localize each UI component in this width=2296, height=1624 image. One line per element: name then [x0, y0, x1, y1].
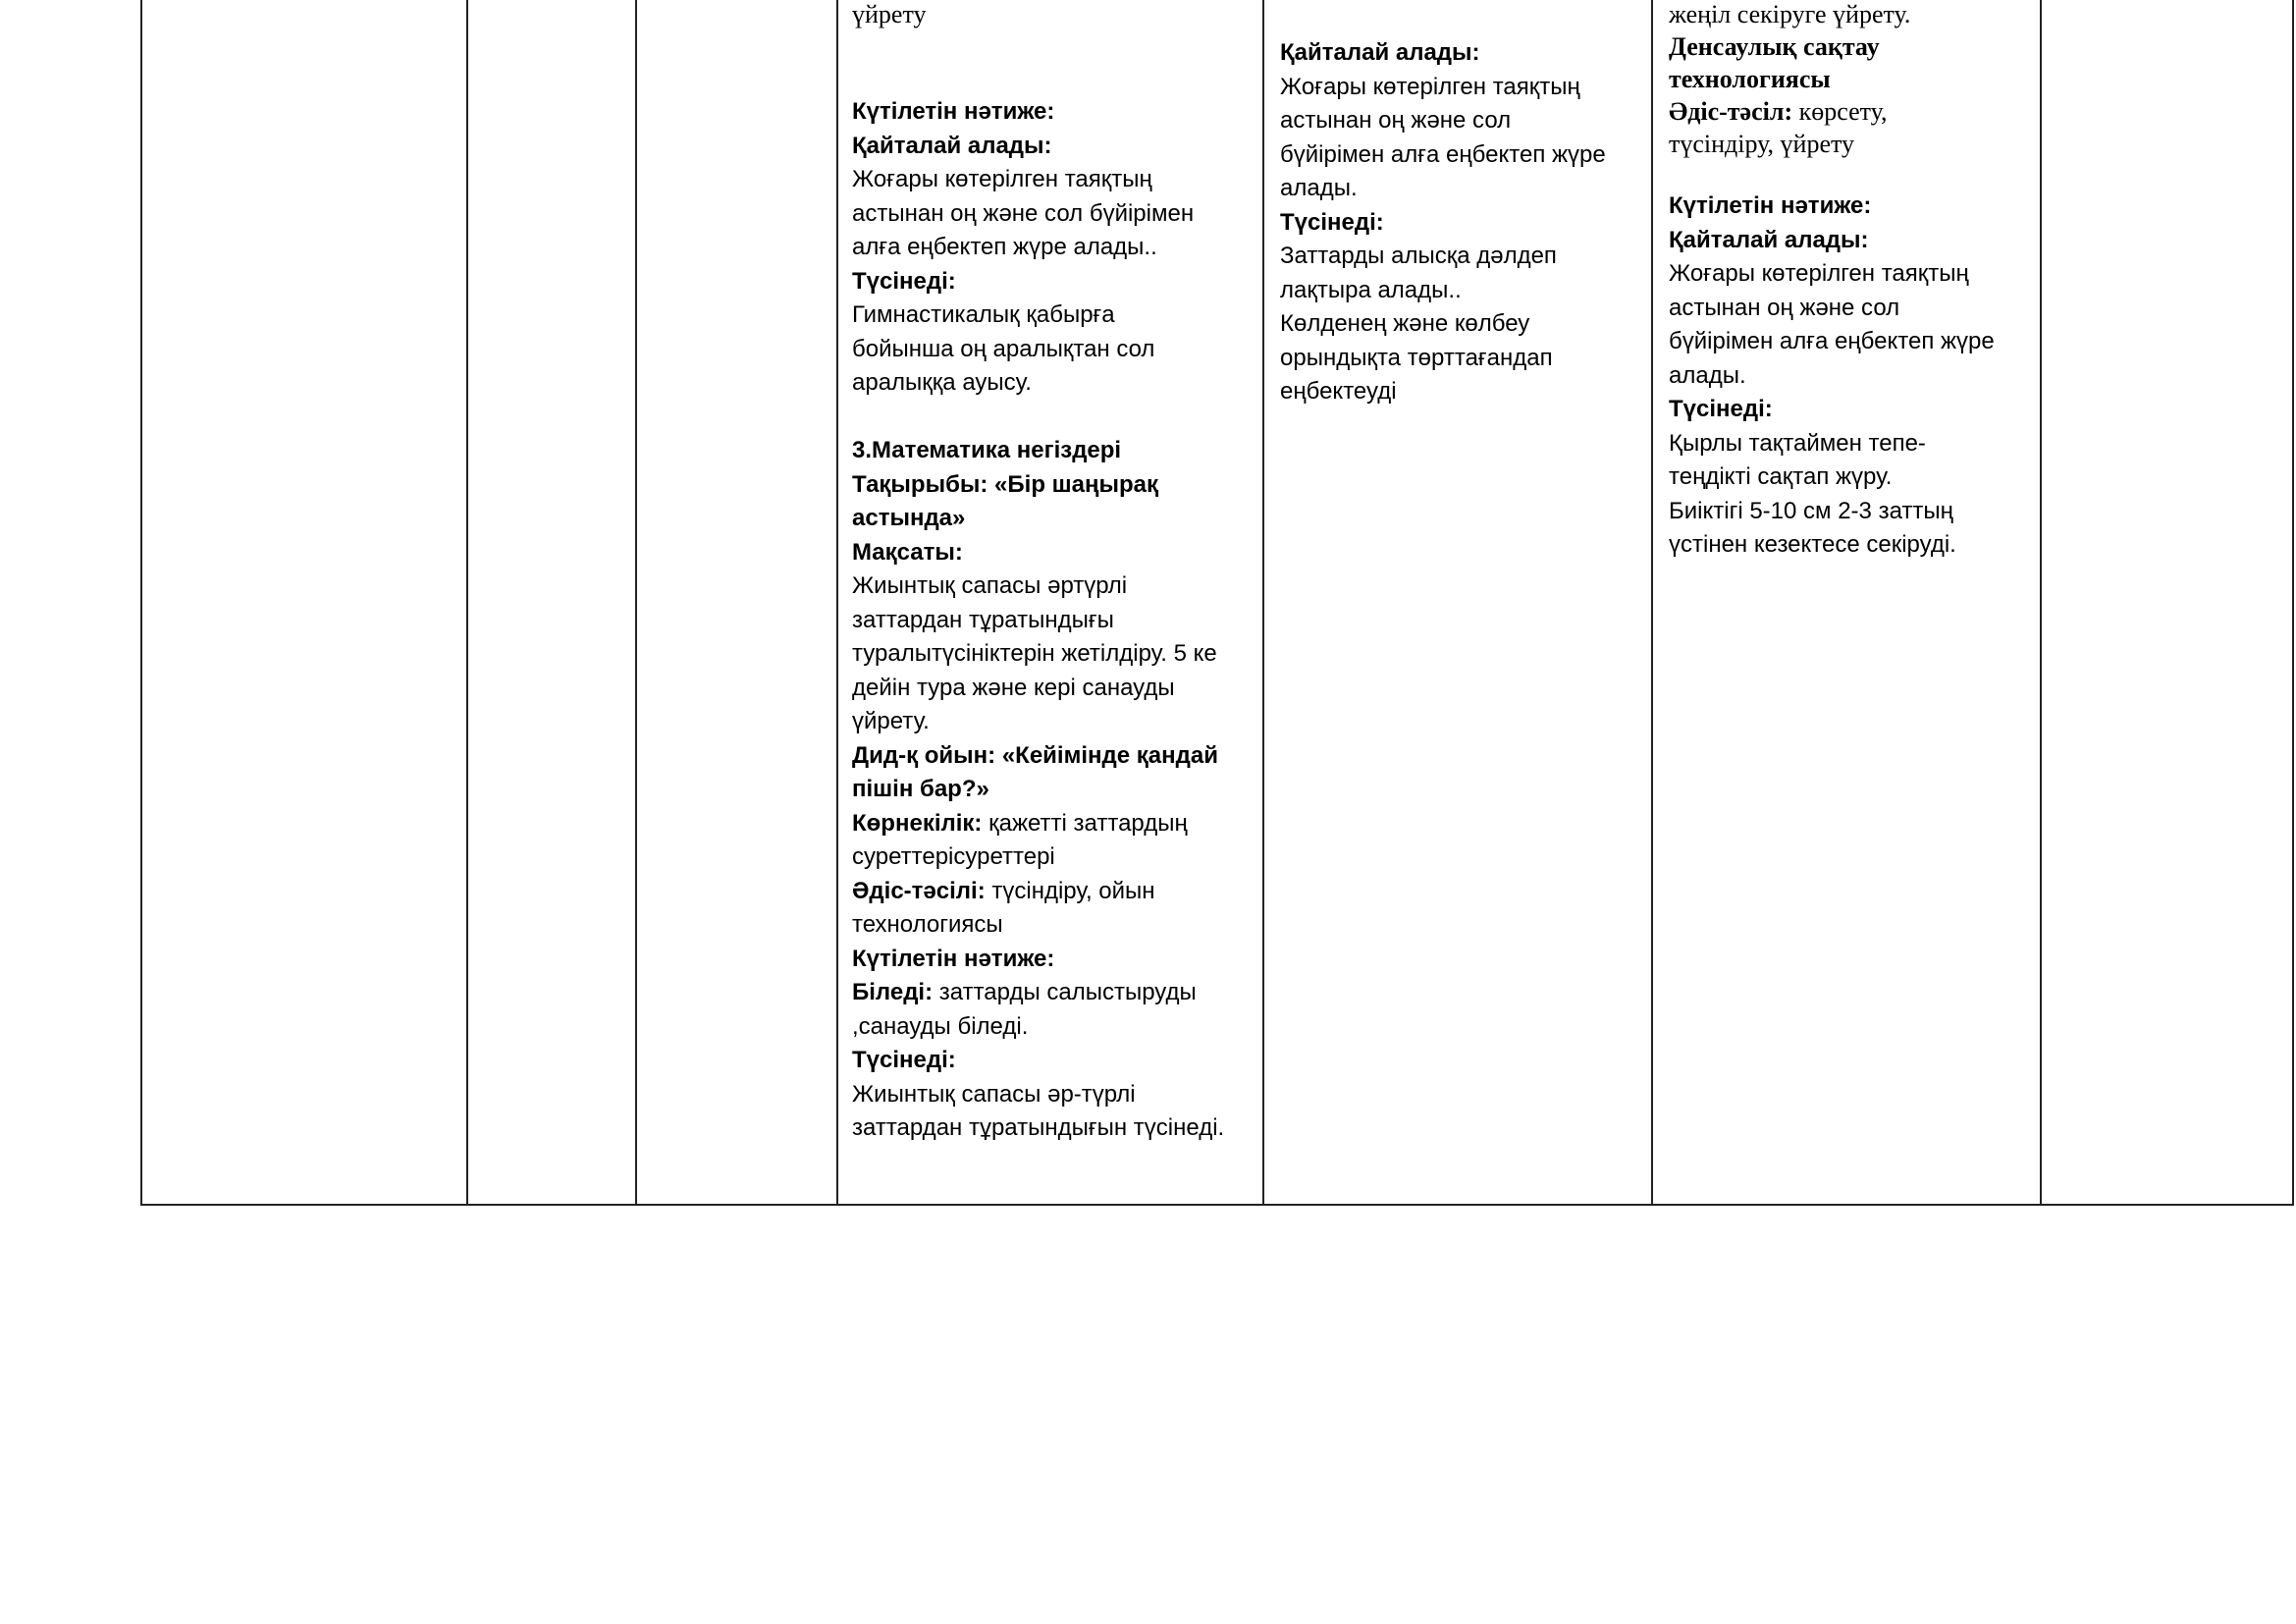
text-line	[852, 875, 1264, 909]
game-heading: пішін бар?»	[852, 776, 989, 802]
visual-aid-label: Көрнекілік:	[852, 809, 983, 837]
knows-label: Біледі:	[852, 979, 934, 1005]
text-span: заттарды салыстыруды	[933, 979, 1197, 1005]
understands-heading: Түсінеді:	[1280, 208, 1384, 236]
text-line: алады.	[1280, 175, 1358, 201]
table-cell-math-lesson	[852, 0, 1264, 1146]
understands-heading: Түсінеді:	[852, 1047, 956, 1073]
text-line: бүйірімен алға еңбектеп жүре	[1280, 140, 1606, 168]
text-line: технологиясы	[852, 911, 1003, 938]
table-cell-empty	[468, 0, 635, 1204]
text-line	[852, 976, 1264, 1010]
can-repeat-heading: Қайталай алады:	[852, 132, 1052, 159]
text-line: Биіктігі 5-10 см 2-3 заттың	[1669, 497, 1953, 524]
table-cell-empty	[142, 0, 466, 1204]
table-cell-empty	[2042, 0, 2294, 1204]
text-line: суреттерісуреттері	[852, 843, 1055, 870]
expected-result-heading: Күтілетін нәтиже:	[852, 98, 1055, 125]
column-divider	[836, 0, 838, 1206]
text-line: алады.	[1669, 361, 1746, 389]
text-line	[1669, 95, 2042, 128]
text-line: дейін тура және кері санауды	[852, 674, 1175, 701]
text-line: еңбектеуді	[1280, 378, 1397, 405]
text-line: Жоғары көтерілген таяқтың	[1280, 73, 1580, 100]
text-line: Гимнастикалық қабырға	[852, 301, 1115, 328]
text-line: Жиынтық сапасы әр-түрлі	[852, 1080, 1136, 1108]
text-line: Жиынтық сапасы әртүрлі	[852, 572, 1128, 599]
health-tech-heading: технологиясы	[1669, 65, 1831, 93]
text-line: бүйірімен алға еңбектеп жүре	[1669, 328, 1995, 354]
can-repeat-heading: Қайталай алады:	[1280, 39, 1480, 66]
health-tech-heading: Денсаулық сақтау	[1669, 32, 1880, 61]
topic-heading: Тақырыбы: «Бір шаңырақ	[852, 470, 1159, 498]
text-line: туралытүсініктерін жетілдіру. 5 ке	[852, 640, 1217, 667]
text-line: Қырлы тақтаймен тепе-	[1669, 429, 1926, 457]
text-line: астынан оң және сол	[1669, 294, 1900, 321]
expected-result-heading: Күтілетін нәтиже:	[1669, 192, 1872, 219]
method-label: Әдіс-тәсілі:	[852, 877, 986, 904]
text-line: лақтыра алады..	[1280, 276, 1462, 303]
text-line: үйрету.	[852, 708, 930, 734]
text-line: заттардан тұратындығы	[852, 606, 1114, 633]
game-heading: Дид-қ ойын: «Кейімінде қандай	[852, 741, 1218, 769]
text-line: теңдікті сақтап жүру.	[1669, 463, 1893, 490]
goal-heading: Мақсаты:	[852, 538, 963, 566]
text-line: Заттарды алысқа дәлдеп	[1280, 243, 1557, 269]
subject-heading: 3.Математика негіздері	[852, 437, 1122, 463]
text-line: заттардан тұратындығын түсінеді.	[852, 1114, 1225, 1141]
table-cell-physical-lesson	[1280, 36, 1653, 409]
text-span: түсіндіру, ойын	[985, 877, 1155, 904]
understands-heading: Түсінеді:	[1669, 396, 1773, 422]
text-line: астынан оң және сол	[1280, 107, 1512, 134]
table-cell-empty	[637, 0, 836, 1204]
text-line: алға еңбектеп жүре алады..	[852, 234, 1157, 260]
text-line: түсіндіру, үйрету	[1669, 130, 1855, 158]
method-label: Әдіс-тәсіл:	[1669, 97, 1793, 126]
text-line: Жоғары көтерілген таяқтың	[1669, 260, 1969, 287]
text-line: Көлденең және көлбеу	[1280, 310, 1530, 337]
text-line: үстінен кезектесе секіруді.	[1669, 531, 1956, 558]
table-cell-health-lesson	[1669, 0, 2042, 563]
understands-heading: Түсінеді:	[852, 267, 956, 295]
text-line: астынан оң және сол бүйірімен	[852, 199, 1195, 227]
schedule-table	[140, 0, 2294, 1206]
text-line: аралыққа ауысу.	[852, 369, 1032, 396]
text-span: көрсету,	[1792, 97, 1888, 126]
expected-result-heading: Күтілетін нәтиже:	[852, 945, 1055, 972]
text-line: ,санауды біледі.	[852, 1012, 1029, 1040]
topic-heading: астында»	[852, 505, 966, 531]
text-line	[852, 807, 1264, 841]
text-line: үйрету	[852, 0, 927, 28]
text-span: қажетті заттардың	[982, 809, 1188, 837]
text-line: Жоғары көтерілген таяқтың	[852, 166, 1152, 192]
text-line: бойынша оң аралықтан сол	[852, 335, 1155, 362]
can-repeat-heading: Қайталай алады:	[1669, 226, 1869, 253]
text-line: жеңіл секіруге үйрету.	[1669, 0, 1911, 28]
text-line: орындықта төрттағандап	[1280, 344, 1553, 371]
